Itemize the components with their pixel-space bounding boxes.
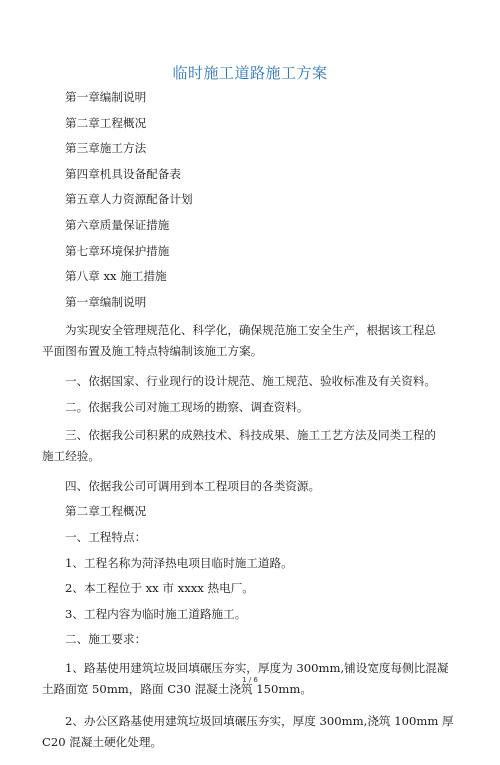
toc-item: 第二章工程概况 bbox=[65, 115, 147, 130]
section-heading: 一、工程特点： bbox=[65, 529, 147, 544]
document-title: 临时施工道路施工方案 bbox=[172, 64, 328, 82]
toc-item: 第八章 xx 施工措施 bbox=[65, 269, 167, 284]
list-item: 3、工程内容为临时施工道路施工。 bbox=[65, 606, 247, 621]
section-heading: 二、施工要求： bbox=[65, 632, 147, 647]
toc-item: 第五章人力资源配备计划 bbox=[65, 192, 193, 207]
toc-item: 第四章机具设备配备表 bbox=[65, 166, 181, 181]
toc-item: 第三章施工方法 bbox=[65, 141, 147, 156]
paragraph-line: 平面图布置及施工特点特编制该施工方案。 bbox=[42, 344, 263, 359]
toc-item: 第一章编制说明 bbox=[65, 90, 147, 104]
chapter-heading: 第一章编制说明 bbox=[65, 294, 147, 309]
document-body bbox=[42, 90, 454, 765]
list-item: 1、工程名称为菏泽热电项目临时施工道路。 bbox=[65, 555, 293, 570]
paragraph: 二。依据我公司对施工现场的勘察、调查资料。 bbox=[65, 399, 309, 414]
paragraph-line: 1、路基使用建筑垃圾回填碾压夯实，厚度为 300mm,铺设宽度每侧比混凝 bbox=[65, 660, 449, 675]
paragraph bbox=[42, 320, 445, 362]
page-number: 1 / 6 bbox=[242, 676, 258, 684]
toc-item: 第七章环境保护措施 bbox=[65, 243, 170, 258]
paragraph-line: 为实现安全管理规范化、科学化，确保规范施工安全生产，根据该工程总 bbox=[65, 323, 437, 338]
paragraph-line: 2、办公区路基使用建筑垃圾回填碾压夯实，厚度 300mm,浇筑 100mm 厚 bbox=[65, 714, 454, 729]
paragraph-line: 施工经验。 bbox=[42, 449, 100, 464]
toc-item: 第六章质量保证措施 bbox=[65, 217, 170, 232]
paragraph bbox=[42, 711, 454, 753]
paragraph-line: 土路面宽 50mm，路面 C30 混凝土浇筑 150mm。 bbox=[42, 681, 312, 696]
list-item: 2、本工程位于 xx 市 xxxx 热电厂。 bbox=[65, 581, 254, 596]
chapter-heading: 第二章工程概况 bbox=[65, 504, 147, 519]
paragraph-line: C20 混凝土硬化处理。 bbox=[42, 735, 163, 750]
paragraph: 一、依据国家、行业现行的设计规范、施工规范、验收标准及有关资料。 bbox=[65, 373, 437, 388]
paragraph-line: 三、依据我公司积累的成熟技术、科技成果、施工工艺方法及同类工程的 bbox=[65, 428, 437, 443]
paragraph bbox=[42, 425, 445, 467]
paragraph: 四、依据我公司可调用到本工程项目的各类资源。 bbox=[65, 478, 321, 493]
